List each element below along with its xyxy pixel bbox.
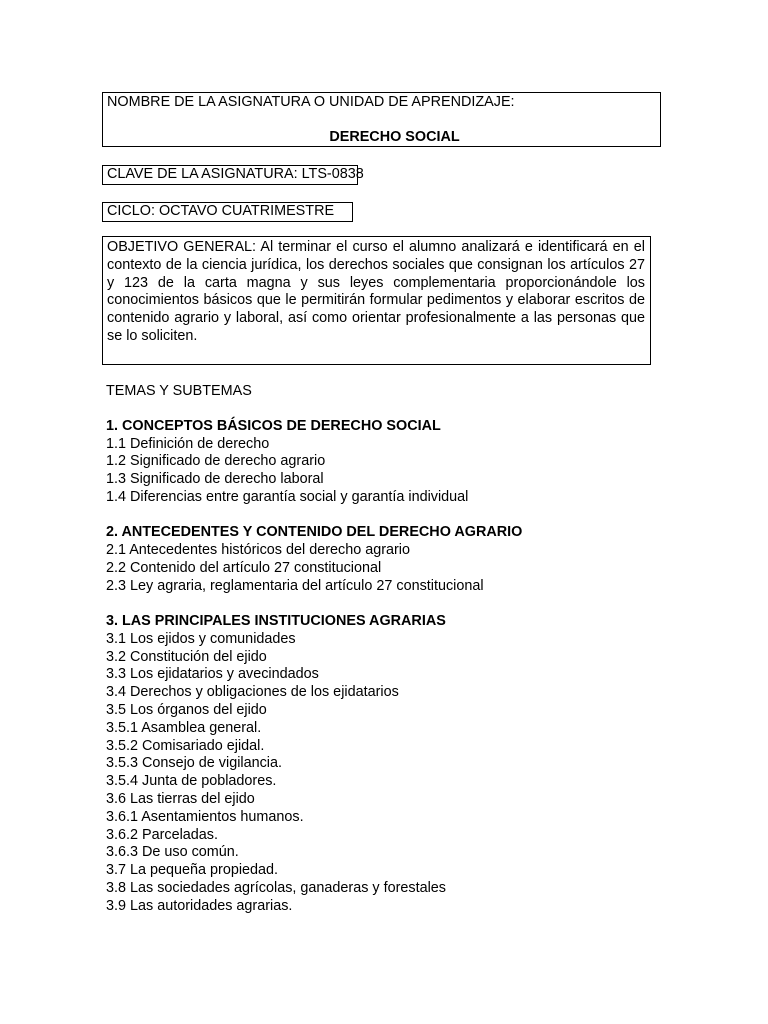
subtopic-item: 3.4 Derechos y obligaciones de los ejidatarios (106, 684, 399, 701)
subtopic-item: 3.1 Los ejidos y comunidades (106, 630, 296, 647)
temas-list (106, 383, 706, 933)
objetivo-text: OBJETIVO GENERAL: Al terminar el curso el alumno analizará e identificará en el contexto de la ciencia jurídica, los derechos sociales que consignan los artículos 27 y 123 de la carta magna y sus leyes complementaria proporcionándole los conocimientos básicos que le permitirán formular pedimentos y elaborar escritos de contenido agrario y laboral, así como orientar profesionalmente a las personas que se lo soliciten. (107, 239, 645, 344)
subtopic-item: 1.1 Definición de derecho (106, 435, 270, 452)
objetivo-box (102, 236, 651, 365)
subtopic-item: 3.5.4 Junta de pobladores. (106, 773, 277, 790)
subtopic-item: 3.5.1 Asamblea general. (106, 719, 262, 736)
subtopic-item: 3.9 Las autoridades agrarias. (106, 897, 293, 914)
subtopic-item: 1.3 Significado de derecho laboral (106, 471, 324, 488)
subtopic-item: 1.2 Significado de derecho agrario (106, 453, 326, 470)
subtopic-item: 3.3 Los ejidatarios y avecindados (106, 666, 319, 683)
subtopic-item: 3.5.3 Consejo de vigilancia. (106, 755, 282, 772)
asignatura-box (102, 92, 661, 147)
sections-container (106, 418, 706, 916)
section-title: 1. CONCEPTOS BÁSICOS DE DERECHO SOCIAL (106, 417, 441, 434)
subtopic-item: 3.8 Las sociedades agrícolas, ganaderas y forestales (106, 879, 446, 896)
ciclo-box (102, 202, 353, 222)
subtopic-item: 2.1 Antecedentes históricos del derecho agrario (106, 542, 410, 559)
ciclo-text: CICLO: OCTAVO CUATRIMESTRE (107, 203, 335, 219)
section (106, 418, 706, 507)
subtopic-item: 3.2 Constitución del ejido (106, 648, 267, 665)
subtopic-item: 3.6 Las tierras del ejido (106, 790, 255, 807)
section (106, 613, 706, 916)
subtopic-item: 3.6.2 Parceladas. (106, 826, 218, 843)
clave-box (102, 165, 364, 185)
section-title: 3. LAS PRINCIPALES INSTITUCIONES AGRARIAS (106, 612, 446, 629)
subtopic-item: 3.5.2 Comisariado ejidal. (106, 737, 265, 754)
section (106, 524, 706, 595)
subtopic-item: 3.5 Los órganos del ejido (106, 701, 267, 718)
subtopic-item: 2.2 Contenido del artículo 27 constitucional (106, 559, 382, 576)
subtopic-item: 2.3 Ley agraria, reglamentaria del artículo 27 constitucional (106, 577, 484, 594)
temas-heading: TEMAS Y SUBTEMAS (106, 383, 252, 399)
subtopic-item: 3.7 La pequeña propiedad. (106, 862, 279, 879)
section-title: 2. ANTECEDENTES Y CONTENIDO DEL DERECHO AGRARIO (106, 524, 523, 541)
asignatura-name: DERECHO SOCIAL (329, 128, 460, 145)
subtopic-item: 1.4 Diferencias entre garantía social y garantía individual (106, 488, 469, 505)
subtopic-item: 3.6.3 De uso común. (106, 844, 239, 861)
subtopic-item: 3.6.1 Asentamientos humanos. (106, 808, 304, 825)
clave-text: CLAVE DE LA ASIGNATURA: LTS-0838 (107, 166, 364, 182)
asignatura-label: NOMBRE DE LA ASIGNATURA O UNIDAD DE APRENDIZAJE: (107, 94, 515, 110)
